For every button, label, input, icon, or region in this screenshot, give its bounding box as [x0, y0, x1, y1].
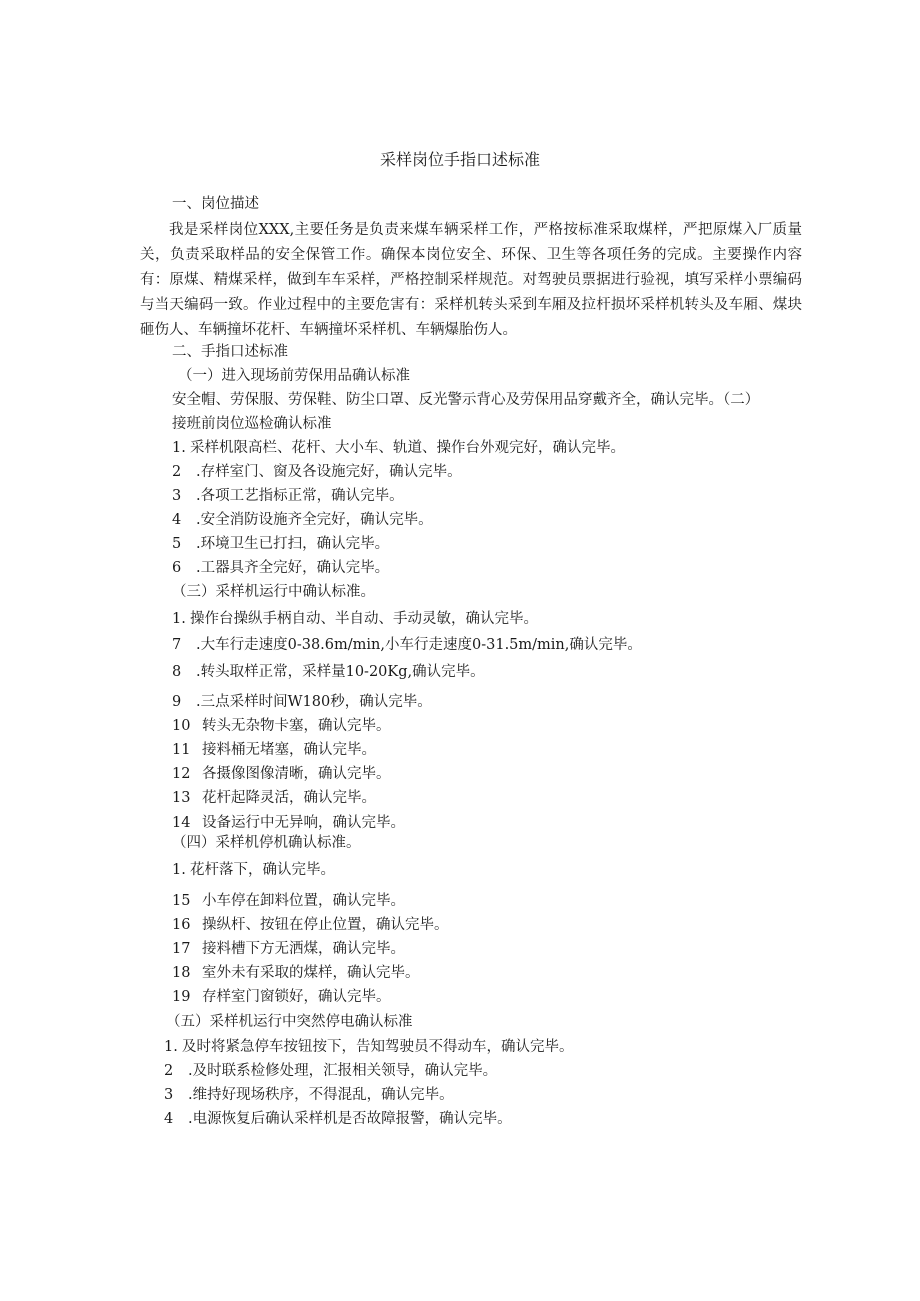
item-number: 10 [172, 718, 191, 734]
list-item [172, 486, 404, 506]
item-text: 花杆落下，确认完毕。 [190, 862, 335, 878]
item-number: 15 [172, 893, 191, 909]
sub3-heading: （三）采样机运行中确认标准。 [172, 584, 375, 600]
list-item [164, 1109, 512, 1129]
list-item [172, 963, 420, 983]
item-number: 17 [172, 941, 191, 957]
list-item [172, 764, 391, 784]
item-text: .维持好现场秩序，不得混乱，确认完毕。 [188, 1087, 454, 1103]
list-item [164, 1085, 454, 1105]
item-text: 转头无杂物卡塞，确认完毕。 [202, 718, 391, 734]
list-item [172, 788, 376, 808]
sub5-heading: （五）采样机运行中突然停电确认标准 [166, 1014, 413, 1030]
item-number: 5 [172, 536, 182, 552]
item-number: 19 [172, 989, 191, 1005]
item-text: .三点采样时间W180秒，确认完毕。 [196, 694, 432, 710]
item-number: 18 [172, 965, 191, 981]
item-text: .大车行走速度0-38.6m/min,小车行走速度0-31.5m/min,确认完毕。 [196, 637, 642, 653]
list-item [172, 558, 389, 578]
item-text: 室外未有采取的煤样，确认完毕。 [202, 965, 420, 981]
item-number: 11 [172, 742, 191, 758]
item-text: 及时将紧急停车按钮按下，告知驾驶员不得动车，确认完毕。 [182, 1039, 574, 1055]
item-number: 7 [172, 637, 182, 653]
sub1-heading: （一）进入现场前劳保用品确认标准 [178, 368, 410, 384]
item-text: 设备运行中无异响，确认完毕。 [202, 815, 405, 831]
item-text: 小车停在卸料位置，确认完毕。 [202, 893, 405, 909]
item-text: 存样室门窗锁好，确认完毕。 [202, 989, 391, 1005]
item-text: .工器具齐全完好，确认完毕。 [196, 560, 390, 576]
item-number: 2 [164, 1063, 174, 1079]
list-item [172, 662, 485, 682]
item-number: 3 [164, 1087, 174, 1103]
list-item [172, 534, 389, 554]
item-text: .转头取样正常，采样量10-20Kg,确认完毕。 [196, 664, 485, 680]
item-text: 接料槽下方无洒煤，确认完毕。 [202, 941, 405, 957]
list-item [172, 716, 391, 736]
list-item [172, 510, 433, 530]
list-item [172, 462, 462, 482]
sub1-text-a: 安全帽、劳保服、劳保鞋、防尘口罩、反光警示背心及劳保用品穿戴齐全，确认完毕。（二） [172, 392, 760, 408]
item-number: 1. [164, 1039, 178, 1055]
item-number: 13 [172, 790, 191, 806]
list-item [172, 860, 335, 880]
section1-heading: 一、岗位描述 [172, 196, 259, 212]
item-number: 14 [172, 815, 191, 831]
list-item [172, 915, 449, 935]
item-number: 16 [172, 917, 191, 933]
list-item [164, 1037, 574, 1057]
item-text: .安全消防设施齐全完好，确认完毕。 [196, 512, 433, 528]
item-text: 各摄像图像清晰，确认完毕。 [202, 766, 391, 782]
section2-heading: 二、手指口述标准 [172, 344, 288, 360]
item-text: .各项工艺指标正常，确认完毕。 [196, 488, 404, 504]
item-number: 6 [172, 560, 182, 576]
item-number: 1. [172, 440, 186, 456]
page-title: 采样岗位手指口述标准 [379, 150, 540, 169]
list-item [172, 813, 405, 833]
item-text: .环境卫生已打扫，确认完毕。 [196, 536, 390, 552]
item-number: 2 [172, 464, 182, 480]
list-item [172, 692, 432, 712]
item-text: 接料桶无堵塞，确认完毕。 [202, 742, 376, 758]
list-item [172, 891, 405, 911]
section1-paragraph: 我是采样岗位XXX,主要任务是负责来煤车辆采样工作，严格按标准采取煤样，严把原煤入厂质量关，负责采取样品的安全保管工作。确保本岗位安全、环保、卫生等各项任务的完成。主要操作内容有：原煤、精煤采样，做到车车采样，严格控制采样规范。对驾驶员票据进行验视，填写采样小票编码与当天编码一致。作业过程中的主要危害有：采样机转头采到车厢及拉杆损坏采样机转头及车厢、煤块砸伤人、车辆撞坏花杆、车辆撞坏采样机、车辆爆胎伤人。 [140, 222, 802, 338]
sub1-text-b: 接班前岗位巡检确认标准 [172, 416, 332, 432]
item-text: 操纵杆、按钮在停止位置，确认完毕。 [202, 917, 449, 933]
list-item [172, 939, 405, 959]
item-text: .存样室门、窗及各设施完好，确认完毕。 [196, 464, 462, 480]
item-text: 采样机限高栏、花杆、大小车、轨道、操作台外观完好，确认完毕。 [190, 440, 625, 456]
sub4-heading: （四）采样机停机确认标准。 [172, 835, 361, 851]
item-number: 12 [172, 766, 191, 782]
item-number: 3 [172, 488, 182, 504]
item-text: 操作台操纵手柄自动、半自动、手动灵敏，确认完毕。 [190, 611, 538, 627]
item-number: 1. [172, 862, 186, 878]
list-item [164, 1061, 497, 1081]
list-item [172, 635, 642, 655]
list-item [172, 987, 391, 1007]
item-text: .及时联系检修处理，汇报相关领导，确认完毕。 [188, 1063, 498, 1079]
item-number: 9 [172, 694, 182, 710]
item-number: 4 [172, 512, 182, 528]
item-number: 4 [164, 1111, 174, 1127]
item-number: 1. [172, 611, 186, 627]
item-text: .电源恢复后确认采样机是否故障报警，确认完毕。 [188, 1111, 512, 1127]
item-text: 花杆起降灵活，确认完毕。 [202, 790, 376, 806]
list-item [172, 740, 376, 760]
list-item [172, 438, 625, 458]
item-number: 8 [172, 664, 182, 680]
list-item [172, 609, 538, 629]
